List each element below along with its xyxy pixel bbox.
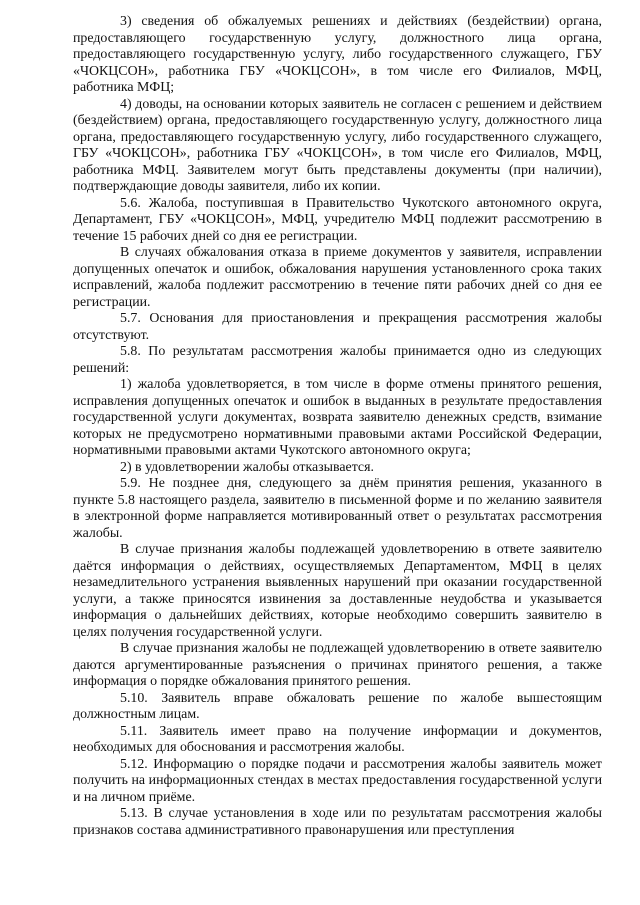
paragraph-item-4: 4) доводы, на основании которых заявитель не согласен с решением и действием (бездействием) органа, предоставляющего государственную услугу, должностного лица органа, предоставляющего государственную услугу, либо государственного служащего, ГБУ «ЧОКЦСОН», работника ГБУ «ЧОКЦСОН», в том числе его Филиалов, МФЦ, работника МФЦ. Заявителем могут быть представлены документы (при наличии), подтверждающие доводы заявителя, либо их копии. xyxy=(73,96,602,194)
paragraph-5-7: 5.7. Основания для приостановления и прекращения рассмотрения жалобы отсутствуют. xyxy=(73,311,602,343)
paragraph-item-3: 3) сведения об обжалуемых решениях и действиях (бездействии) органа, предоставляющего государственную услугу, должностного лица органа, предоставляющего государственную услугу, либо государственного служащего, ГБУ «ЧОКЦСОН», работника ГБУ «ЧОКЦСОН», в том числе его Филиалов, МФЦ, работника МФЦ; xyxy=(73,14,602,95)
paragraph-5-11: 5.11. Заявитель имеет право на получение информации и документов, необходимых для обоснования и рассмотрения жалобы. xyxy=(73,723,602,755)
paragraph-5-6-refusal-cases: В случаях обжалования отказа в приеме документов у заявителя, исправлении допущенных опечаток и ошибок, обжалования нарушения установленного срока таких исправлений, жалоба подлежит рассмотрению в течение пяти рабочих дней со дня ее регистрации. xyxy=(73,245,602,310)
paragraph-complaint-satisfied: В случае признания жалобы подлежащей удовлетворению в ответе заявителю даётся информация о действиях, осуществляемых Департаментом, МФЦ в целях незамедлительного устранения выявленных нарушений при оказании государственной услуги, а также приносятся извинения за доставленные неудобства и указывается информация о дальнейших действиях, которые необходимо совершить заявителю в целях получения государственной услуги. xyxy=(73,542,602,640)
paragraph-5-12: 5.12. Информацию о порядке подачи и рассмотрения жалобы заявитель может получить на информационных стендах в местах предоставления государственной услуги и на личном приёме. xyxy=(73,756,602,805)
paragraph-5-9: 5.9. Не позднее дня, следующего за днём принятия решения, указанного в пункте 5.8 настоящего раздела, заявителю в письменной форме и по желанию заявителя в электронной форме направляется мотивированный ответ о результатах рассмотрения жалобы. xyxy=(73,476,602,541)
paragraph-5-8: 5.8. По результатам рассмотрения жалобы принимается одно из следующих решений: xyxy=(73,344,602,376)
paragraph-decision-1: 1) жалоба удовлетворяется, в том числе в форме отмены принятого решения, исправления допущенных опечаток и ошибок в выданных в результате предоставления государственной услуги документах, возврата заявителю денежных средств, взимание которых не предусмотрено нормативными правовыми актами Российской Федерации, нормативными правовыми актами Чукотского автономного округа; xyxy=(73,377,602,458)
paragraph-5-6: 5.6. Жалоба, поступившая в Правительство Чукотского автономного округа, Департамент, ГБУ «ЧОКЦСОН», МФЦ, учредителю МФЦ подлежит рассмотрению в течение 15 рабочих дней со дня ее регистрации. xyxy=(73,195,602,244)
document-body xyxy=(73,14,602,839)
paragraph-5-13: 5.13. В случае установления в ходе или по результатам рассмотрения жалобы признаков состава административного правонарушения или преступления xyxy=(73,806,602,838)
paragraph-decision-2: 2) в удовлетворении жалобы отказывается. xyxy=(120,459,374,475)
paragraph-5-10: 5.10. Заявитель вправе обжаловать решение по жалобе вышестоящим должностным лицам. xyxy=(73,690,602,722)
paragraph-complaint-rejected: В случае признания жалобы не подлежащей удовлетворению в ответе заявителю даются аргументированные разъяснения о причинах принятого решения, а также информация о порядке обжалования принятого решения. xyxy=(73,641,602,689)
